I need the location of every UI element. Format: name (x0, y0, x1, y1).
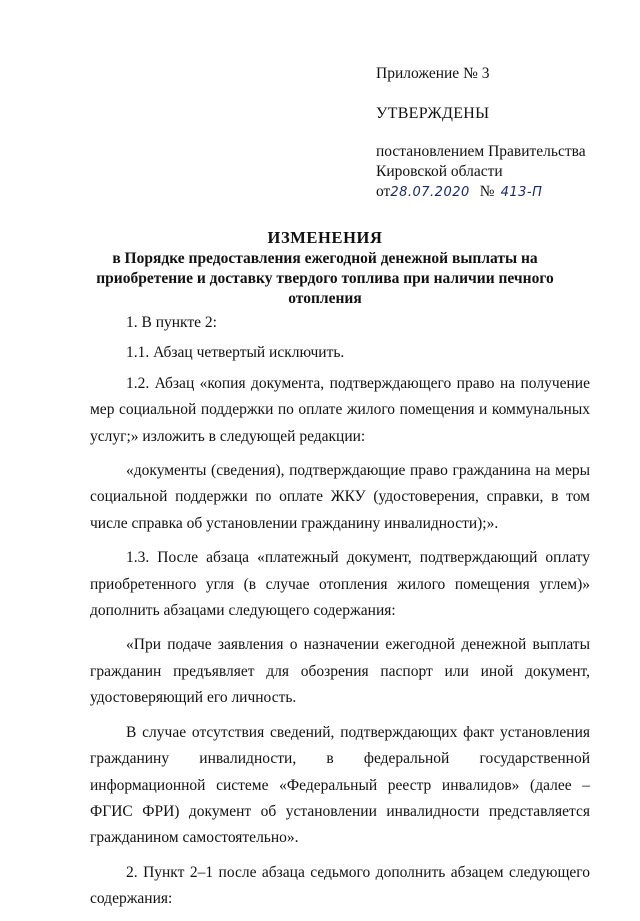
paragraph: 1.3. После абзаца «платежный документ, подтверждающий оплату приобретенного угля (в случае отопления жилого помещения углем)» дополнить абзацами следующего содержания: (90, 549, 590, 620)
paragraph: В случае отсутствия сведений, подтверждающих факт установления гражданину инвалидности, в федеральной государственной информационной системе «Федеральный реестр инвалидов» (далее – ФГИС ФРИ) документ об установлении инвалидности представляется гражданином самостоятельно». (90, 723, 590, 847)
number-sign: № (479, 183, 495, 200)
paragraph: 1.2. Абзац «копия документа, подтверждающего право на получение мер социальной поддержки по оплате жилого помещения и коммунальных услуг;» изложить в следующей редакции: (90, 374, 590, 445)
paragraph: 1.1. Абзац четвертый исключить. (126, 344, 345, 362)
handwritten-date: 28.07.2020 (390, 185, 470, 200)
subtitle-line-1: в Порядке предоставления ежегодной денежной выплаты на (112, 250, 538, 267)
handwritten-number: 413-П (500, 185, 543, 200)
document-title (80, 228, 570, 309)
paragraph: «документы (сведения), подтверждающие право гражданина на меры социальной поддержки по оплате ЖКУ (удостоверения, справки, в том числе справка об установлении гражданину инвалидности);». (90, 462, 590, 532)
from-prefix: от (376, 183, 391, 200)
document-body (90, 310, 590, 921)
approval-block (376, 64, 626, 203)
subtitle-line-2: приобретение и доставку твердого топлива при наличии печного (96, 270, 554, 287)
appendix-label: Приложение № 3 (376, 65, 490, 82)
approved-label: УТВЕРЖДЕНЫ (376, 105, 490, 122)
resolution-line-1: постановлением Правительства (376, 143, 586, 160)
title-heading: ИЗМЕНЕНИЯ (267, 228, 383, 247)
paragraph: 1. В пункте 2: (126, 314, 217, 331)
resolution-line-2: Кировской области (376, 163, 503, 180)
subtitle-line-3: отопления (288, 290, 362, 307)
paragraph: 2. Пункт 2–1 после абзаца седьмого дополнить абзацем следующего содержания: (90, 863, 590, 908)
paragraph: «При подаче заявления о назначении ежегодной денежной выплаты гражданин предъявляет для обозрения паспорт или иной документ, удостоверяющий его личность. (90, 636, 590, 707)
date-number-line (376, 182, 626, 203)
